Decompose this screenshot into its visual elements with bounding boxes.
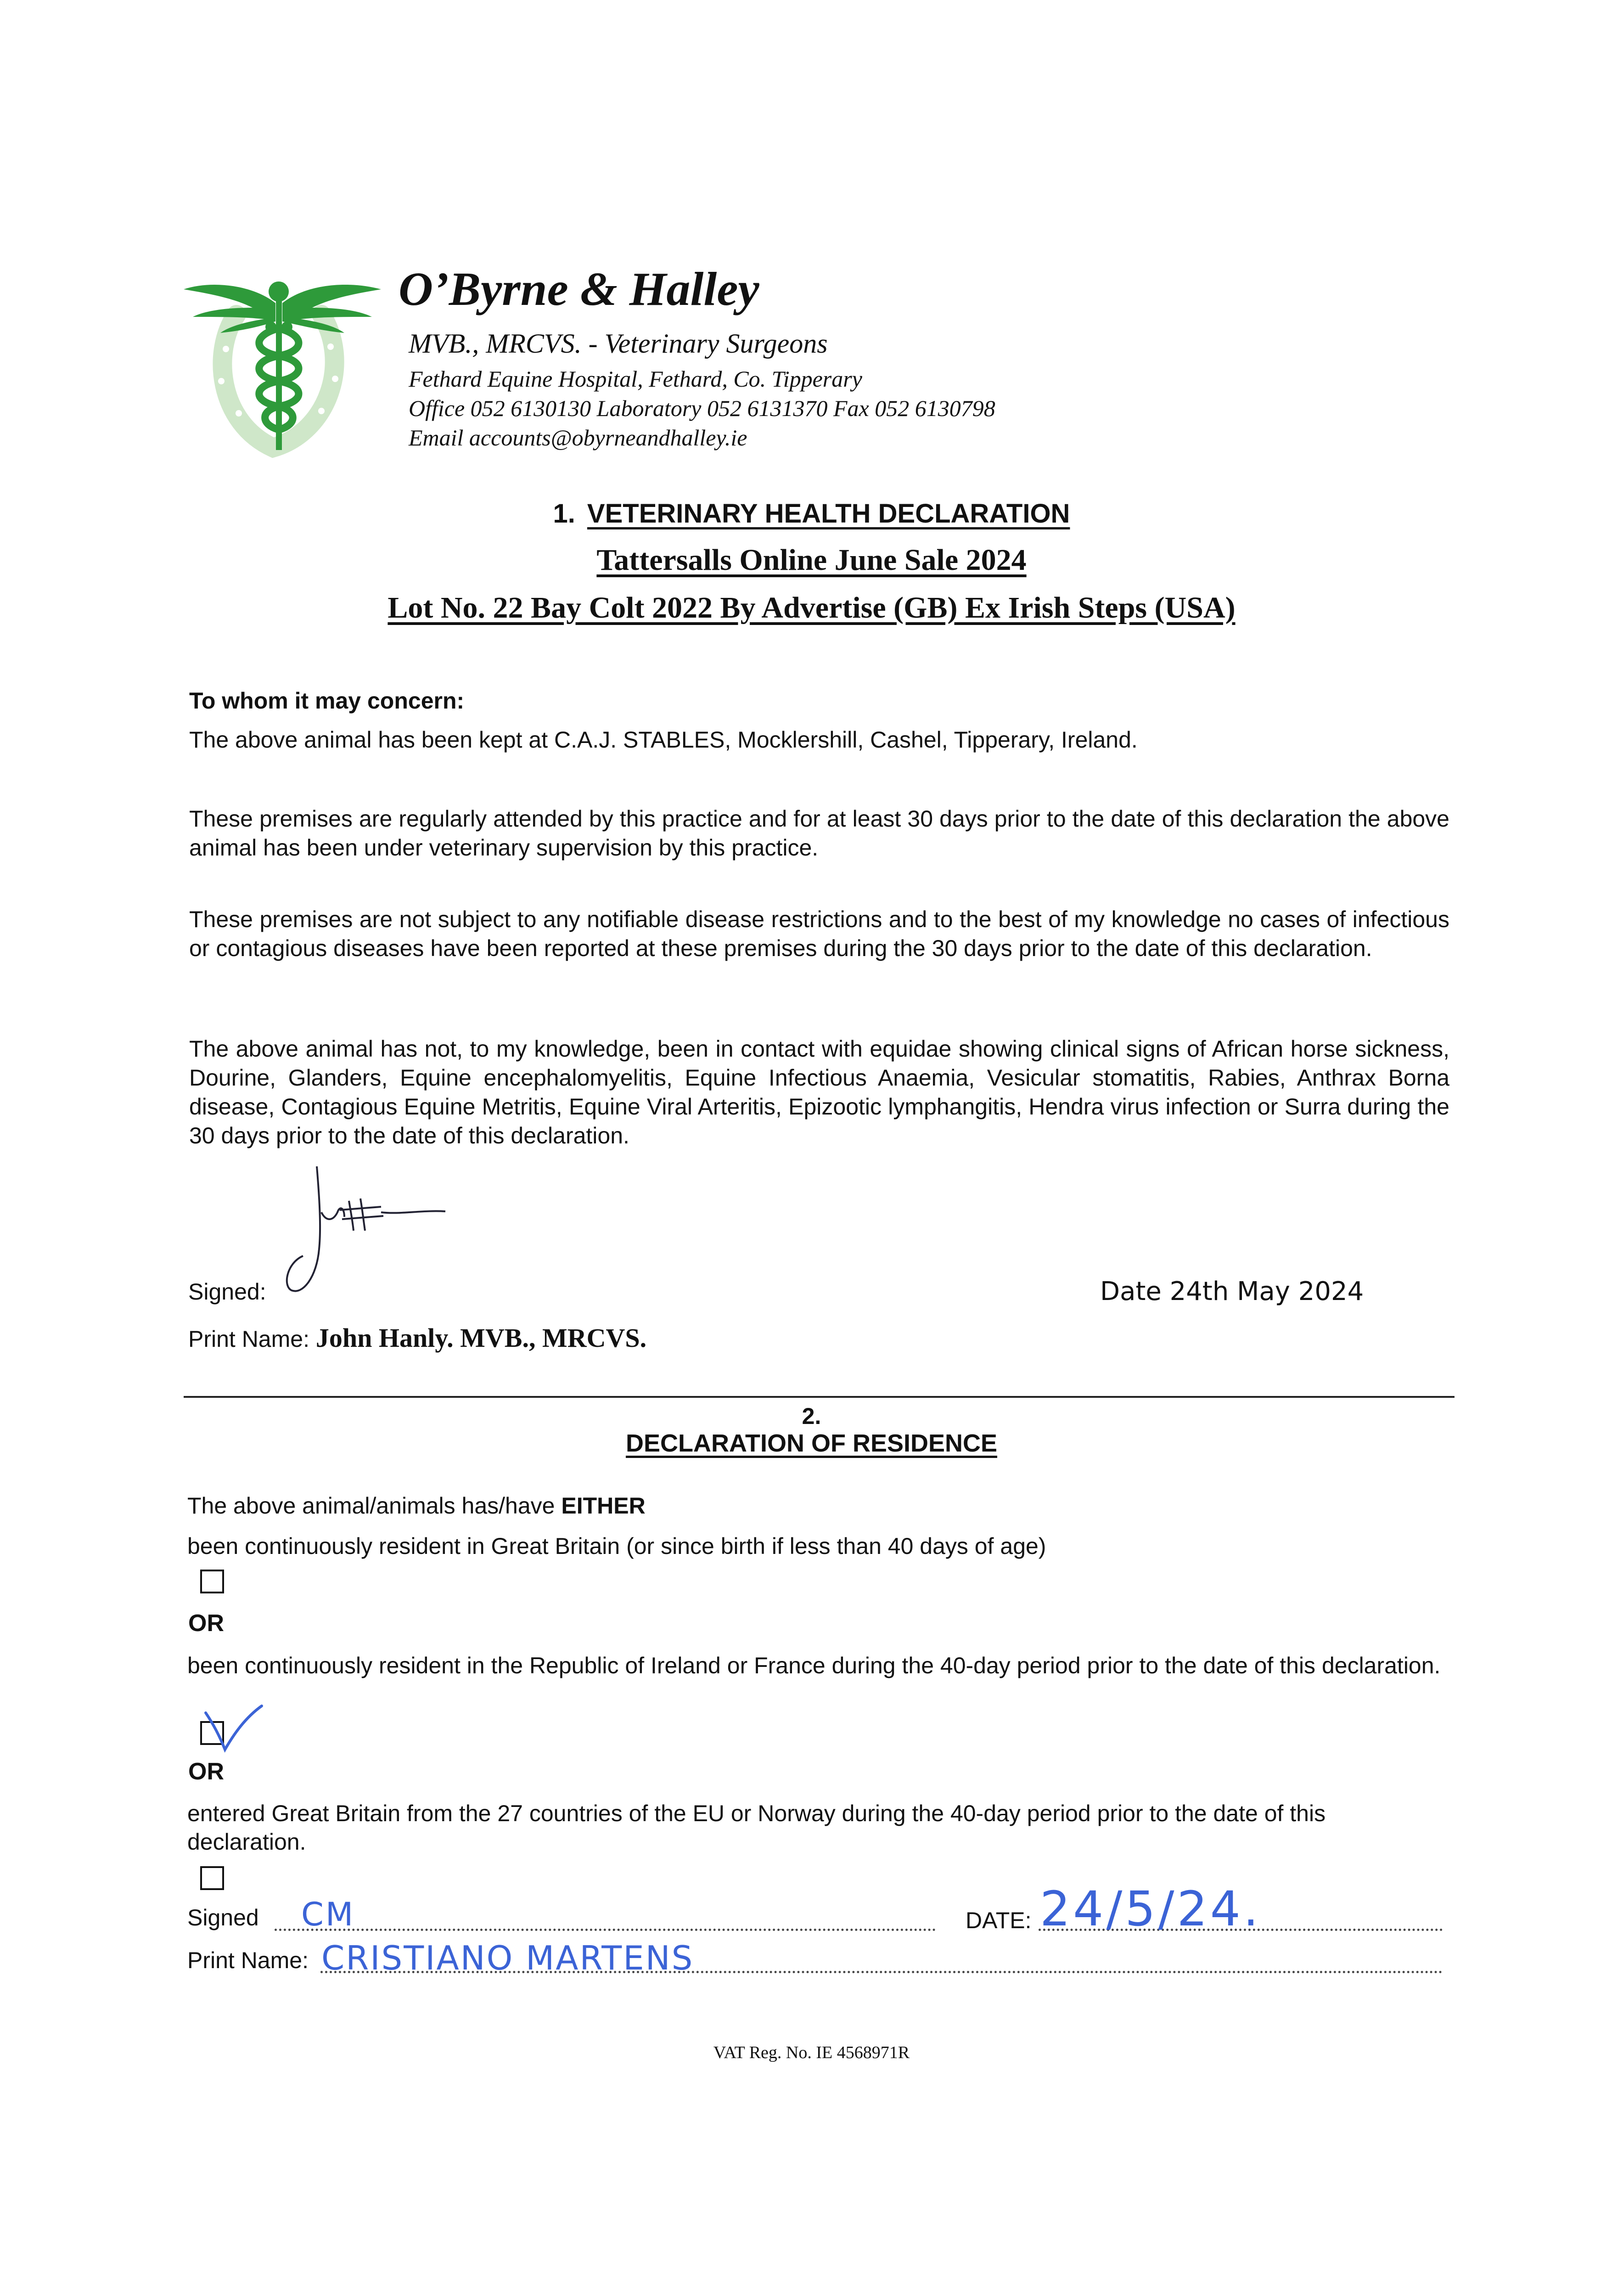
residence-intro-text: The above animal/animals has/have — [187, 1493, 562, 1519]
owner-signature: CM — [301, 1896, 355, 1933]
firm-name: O’Byrne & Halley — [399, 263, 759, 315]
section-1-heading — [0, 498, 1623, 529]
checkbox-eu-norway[interactable] — [200, 1866, 224, 1890]
section-2-heading: DECLARATION OF RESIDENCE — [625, 1429, 998, 1457]
section-2-number: 2. — [802, 1403, 821, 1429]
section-divider — [184, 1396, 1455, 1398]
option-eu-norway: entered Great Britain from the 27 countries of the EU or Norway during the 40-day period prior to the date of this declaration. — [187, 1801, 1326, 1855]
checkmark-icon — [197, 1704, 266, 1759]
kept-at-statement: The above animal has been kept at C.A.J. STABLES, Mocklershill, Cashel, Tipperary, Ireland. — [189, 727, 1138, 753]
section-1-number: 1. — [553, 499, 575, 529]
vet-print-name-label: Print Name: — [188, 1326, 309, 1352]
owner-signed-label: Signed — [187, 1905, 259, 1930]
section-1-title: VETERINARY HEALTH DECLARATION — [587, 499, 1070, 529]
or-label: OR — [188, 1610, 224, 1637]
vet-print-name-row — [188, 1322, 646, 1353]
option-ireland-france: been continuously resident in the Republic of Ireland or France during the 40-day period prior to the date of this declaration. — [187, 1653, 1441, 1678]
disease-contact-paragraph: The above animal has not, to my knowledge, been in contact with equidae showing clinical signs of African horse sickness, Dourine, Glanders, Equine encephalomyelitis, Equine Infectious Anaemia, Vesicular stomatitis, Rabies, Anthrax Borna disease, Contagious Equine Metritis, Equine Viral Arteritis, Epizootic lymphangitis, Hendra virus infection or Surra during the 30 days prior to the date of this declaration. — [189, 1036, 1449, 1148]
vet-name: John Hanly. MVB., MRCVS. — [315, 1323, 647, 1353]
owner-print-name-label: Print Name: — [187, 1947, 309, 1973]
firm-address: Fethard Equine Hospital, Fethard, Co. Tipperary — [409, 366, 862, 392]
owner-date-label: DATE: — [966, 1908, 1032, 1933]
firm-qualifications: MVB., MRCVS. - Veterinary Surgeons — [409, 328, 828, 359]
caduceus-horseshoe-logo — [184, 271, 399, 459]
firm-email: Email accounts@obyrneandhalley.ie — [409, 425, 747, 450]
checkbox-great-britain[interactable] — [200, 1570, 224, 1593]
owner-signature-line — [275, 1929, 936, 1931]
residence-intro-emphasis: EITHER — [561, 1493, 646, 1519]
sale-title: Tattersalls Online June Sale 2024 — [596, 543, 1027, 577]
vet-signed-label: Signed: — [188, 1279, 266, 1305]
or-label: OR — [188, 1758, 224, 1785]
vet-signature — [275, 1157, 473, 1309]
firm-phones: Office 052 6130130 Laboratory 052 6131370 Fax 052 6130798 — [409, 395, 995, 421]
vet-date: Date 24th May 2024 — [1100, 1277, 1364, 1306]
greeting: To whom it may concern: — [189, 688, 465, 714]
premises-paragraph: These premises are regularly attended by this practice and for at least 30 days prior to the date of this declaration the above animal has been under veterinary supervision by this practice. — [189, 806, 1449, 861]
lot-title: Lot No. 22 Bay Colt 2022 By Advertise (GB) Ex Irish Steps (USA) — [387, 591, 1236, 625]
option-great-britain: been continuously resident in Great Britain (or since birth if less than 40 days of age) — [187, 1533, 1046, 1559]
restrictions-paragraph: These premises are not subject to any notifiable disease restrictions and to the best of my knowledge no cases of infectious or contagious diseases have been reported at these premises during the 30 days prior to the date of this declaration. — [189, 906, 1449, 961]
owner-name: CRISTIANO MARTENS — [321, 1939, 694, 1977]
residence-intro — [187, 1492, 646, 1519]
vat-number: VAT Reg. No. IE 4568971R — [713, 2043, 910, 2062]
owner-date: 24/5/24. — [1040, 1881, 1261, 1937]
